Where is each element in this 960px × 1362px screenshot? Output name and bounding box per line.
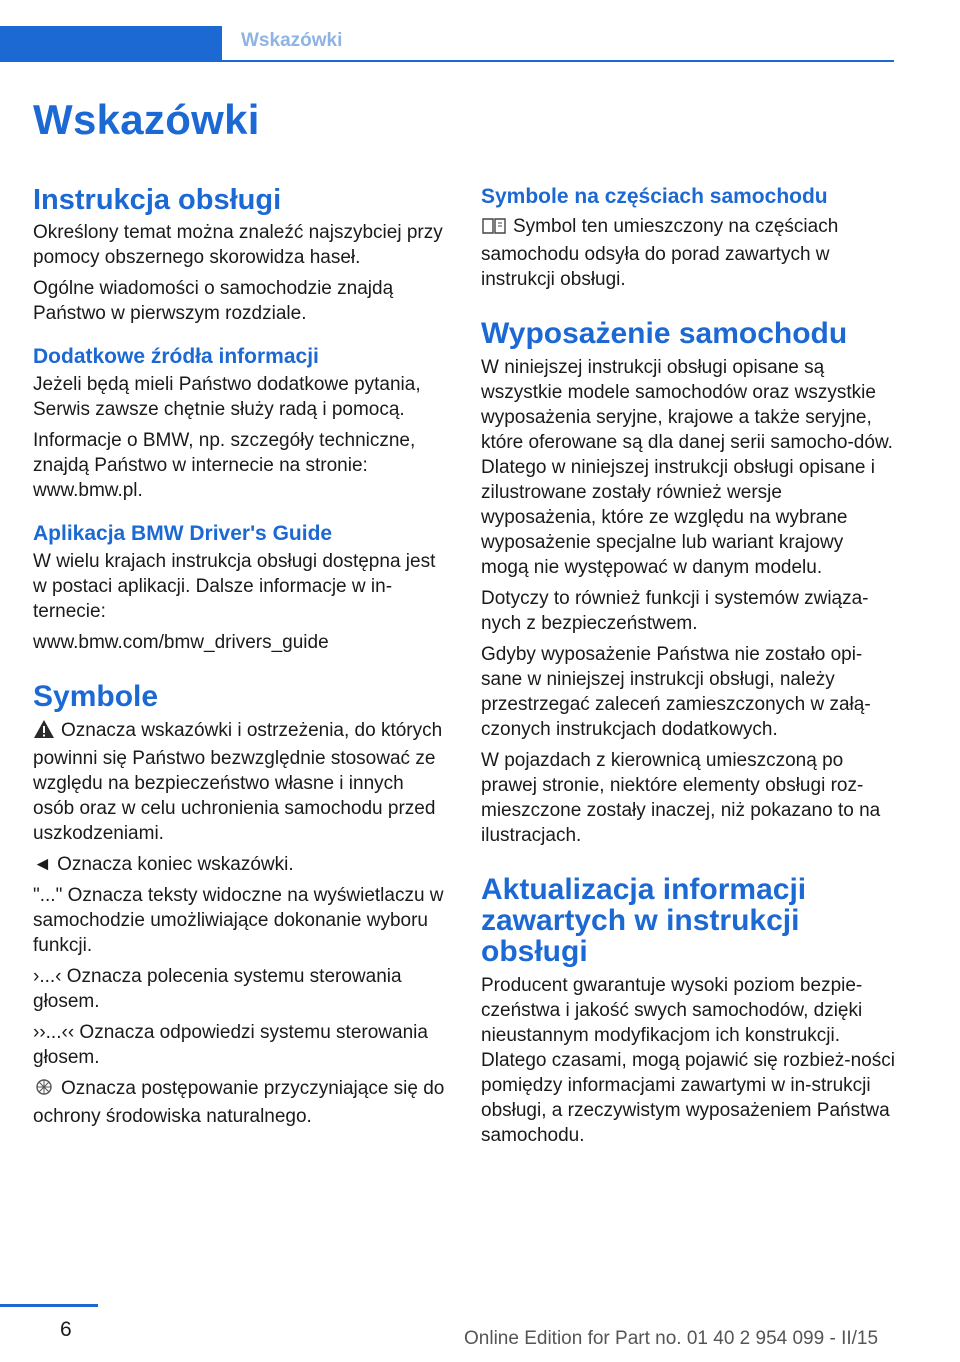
sources-paragraph-2: Informacje o BMW, np. szczegóły techniczne, znajdą Państwo w internecie na stronie: www.bmw.pl. (33, 430, 416, 501)
footer-rule (0, 1304, 98, 1307)
symbol-warning-text: Oznacza wskazówki i ostrzeżenia, do których powinni się Państwo bezwzględnie stosować ze względu na bezpieczeństwo własne i innych osób oraz w celu uchronienia samochodu przed uszkodzeniami. (33, 720, 443, 844)
instr-paragraph-2: Ogólne wiadomości o samochodzie znajdą Państwo w pierwszym rozdziale. (33, 278, 394, 324)
sources-heading: Dodatkowe źródła informacji (33, 345, 319, 368)
footer-edition: Online Edition for Part no. 01 40 2 954 099 - II/15 (464, 1328, 879, 1349)
page-number: 6 (60, 1318, 72, 1341)
symbol-voice-response-text: ››...‹‹ Oznacza odpowiedzi systemu sterowania głosem. (33, 1022, 428, 1068)
environment-icon (33, 1077, 55, 1104)
symbols-heading: Symbole (33, 680, 159, 713)
equipment-heading: Wyposażenie samochodu (481, 317, 848, 350)
equipment-paragraph-1: W niniejszej instrukcji obsługi opisane są wszystkie modele samochodów oraz wszystkie wyposażenia seryjne, krajowe a także seryjne, które oferowane są dla danej serii samocho‐dów. Dlatego w niniejszej instrukcji obsługi opisane i zilustrowane zostały również wersje wyposażenia, które ze względu na wybrane wyposażenie specjalne lub wariant krajowy mogą nie występować w danym modelu. (481, 357, 893, 578)
update-paragraph-1: Producent gwarantuje wysoki poziom bezpie‐czeństwa i jakość swych samochodów, dzięki nieustannym modyfikacjom ich konstrukcji. Dlatego czasami, mogą pojawić się rozbież‐ności pomiędzy informacjami zawartymi w in‐strukcji obsługi, a rzeczywistym wyposażeniem Państwa samochodu. (481, 975, 895, 1146)
symbol-end-text: ◄ Oznacza koniec wskazówki. (33, 854, 294, 875)
instr-heading: Instrukcja obsługi (33, 184, 282, 216)
symbol-voice-command-text: ›...‹ Oznacza polecenia systemu sterowania głosem. (33, 966, 402, 1012)
symbol-environment-text: Oznacza postępowanie przyczyniające się do ochrony środowiska naturalnego. (33, 1078, 445, 1127)
update-heading: Aktualizacja informacji zawartych w instrukcji obsługi (481, 873, 807, 968)
page-title: Wskazówki (33, 96, 260, 143)
app-paragraph-1: W wielu krajach instrukcja obsługi dostępna jest w postaci aplikacji. Dalsze informacje w in‐ternecie: (33, 551, 436, 622)
parts-heading: Symbole na częściach samochodu (481, 185, 828, 208)
parts-paragraph (481, 214, 895, 292)
warning-triangle-icon (33, 719, 55, 746)
equipment-paragraph-4: W pojazdach z kierownicą umieszczoną po prawej stronie, niektóre elementy obsługi roz‐mieszczone zostały inaczej, niż pokazano to na ilustracjach. (481, 750, 881, 846)
header-rule (222, 60, 894, 62)
equipment-paragraph-3: Gdyby wyposażenie Państwa nie zostało opi‐sane w niniejszej instrukcji obsługi, należy przestrzegać zaleceń zamieszczonych w załą‐czonych instrukcjach dodatkowych. (481, 644, 871, 740)
instr-paragraph-1: Określony temat można znaleźć najszybciej przy pomocy obszernego skorowidza haseł. (33, 222, 443, 268)
app-url: www.bmw.com/bmw_drivers_guide (33, 632, 329, 653)
sources-paragraph-1: Jeżeli będą mieli Państwo dodatkowe pytania, Serwis zawsze chętnie służy radą i pomocą. (33, 374, 421, 420)
app-heading: Aplikacja BMW Driver's Guide (33, 522, 333, 545)
equipment-paragraph-2: Dotyczy to również funkcji i systemów związa‐nych z bezpieczeństwem. (481, 588, 869, 634)
right-column (481, 184, 895, 1154)
left-column (33, 184, 445, 1135)
header-section-title: Wskazówki (241, 30, 343, 51)
symbol-warning-paragraph (33, 718, 445, 846)
symbol-display-text: "..." Oznacza teksty widoczne na wyświetlaczu w samochodzie umożliwiające dokonanie wyboru funkcji. (33, 885, 444, 956)
parts-text: Symbol ten umieszczony na częściach samochodu odsyła do porad zawartych w instrukcji obsługi. (481, 216, 839, 290)
book-icon (481, 217, 507, 242)
symbol-environment-paragraph (33, 1076, 445, 1129)
header-bar (0, 26, 222, 62)
